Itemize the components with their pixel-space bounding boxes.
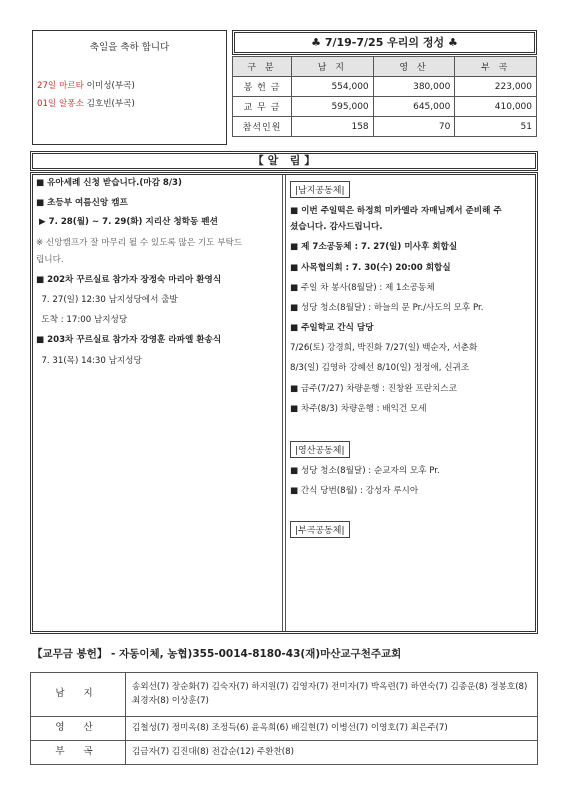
birthday-names: 김호빈(부곡) — [86, 99, 135, 109]
offering-row-label: 참석인원 — [233, 117, 292, 137]
offering-cell: 158 — [292, 117, 374, 137]
notice-item: ■ 차주(8/3) 차량운행 : 배익건 모세 — [290, 403, 427, 414]
offering-cell: 645,000 — [373, 97, 455, 117]
offering-header: 부 곡 — [455, 57, 537, 77]
offering-header: 영 산 — [373, 57, 455, 77]
notice-item: 8/3(일) 김영하 강혜선 8/10(일) 정정애, 신귀조 — [290, 363, 470, 374]
offering-table — [232, 56, 537, 137]
parish-fund-row-label: 영 산 — [31, 717, 126, 741]
notice-item: 셨습니다. 감사드립니다. — [290, 222, 383, 233]
offering-title-box — [232, 30, 537, 55]
notice-item: ■ 202차 꾸르실료 참가자 장정숙 마리아 환영식 — [36, 274, 222, 285]
notice-title-box — [30, 151, 538, 171]
offering-cell: 554,000 — [292, 77, 374, 97]
namji-community-header: |남지공동체| — [290, 181, 350, 198]
parish-fund-title: 【교무금 봉헌】 - 자동이체, 농협)355-0014-8180-43(재)마산교구천주교회 — [32, 648, 402, 660]
notice-item: 7. 31(목) 14:30 남지성당 — [36, 355, 142, 366]
notice-body — [30, 172, 538, 634]
offering-header: 구 분 — [233, 57, 292, 77]
birthday-box — [32, 30, 227, 145]
offering-header-row — [233, 57, 537, 77]
offering-cell: 380,000 — [373, 77, 455, 97]
notice-item: ※ 신앙캠프가 잘 마무리 될 수 있도록 많은 기도 부탁드 — [36, 237, 243, 248]
notice-item: 립니다. — [36, 254, 64, 265]
notice-item: ■ 유아세례 신청 받습니다.(마감 8/3) — [36, 178, 182, 188]
birthday-names: 이미성(부곡) — [86, 81, 135, 91]
notice-left-column — [36, 178, 280, 367]
birthday-date-saint: 01일 알퐁소 — [37, 99, 84, 109]
offering-row — [233, 77, 537, 97]
notice-item: ■ 성당 청소(8월달) : 순교자의 모후 Pr. — [290, 465, 440, 476]
birthday-date-saint: 27일 마르타 — [37, 81, 84, 91]
offering-cell: 595,000 — [292, 97, 374, 117]
offering-row-label: 교 무 금 — [233, 97, 292, 117]
offering-row — [233, 117, 537, 137]
parish-fund-row — [31, 717, 538, 741]
parish-fund-row — [31, 741, 538, 765]
notice-item: 도착 : 17:00 남지성당 — [36, 315, 128, 326]
parish-fund-row-label: 남 지 — [31, 673, 126, 717]
birthday-entry — [37, 99, 135, 110]
notice-item: ■ 203차 꾸르실료 참가자 강영훈 라파엘 환송식 — [36, 335, 222, 346]
notice-item: ■ 금주(7/27) 차량운행 : 진창완 프란치스코 — [290, 383, 457, 394]
notice-item: ■ 초등부 여름신앙 캠프 — [36, 198, 128, 209]
offering-box — [232, 30, 537, 145]
notice-item: 7. 27(일) 12:30 남지성당에서 출발 — [36, 295, 178, 306]
bugok-community-header: |부곡공동체| — [290, 521, 350, 538]
offering-title: ♣ 7/19-7/25 우리의 정성 ♣ — [311, 36, 458, 49]
offering-row-label: 봉 헌 금 — [233, 77, 292, 97]
offering-cell: 223,000 — [455, 77, 537, 97]
notice-item: ■ 사목협의회 : 7. 30(수) 20:00 회합실 — [290, 262, 451, 273]
offering-cell: 51 — [455, 117, 537, 137]
offering-header: 남 지 — [292, 57, 374, 77]
notice-right-column — [290, 178, 535, 538]
notice-item: ■ 주일학교 간식 담당 — [290, 323, 374, 334]
parish-fund-names: 김금자(7) 김진대(8) 전갑순(12) 주환찬(8) — [126, 741, 538, 765]
notice-divider — [282, 175, 286, 631]
birthday-entry — [37, 81, 135, 92]
parish-fund-table — [30, 672, 538, 765]
offering-cell: 410,000 — [455, 97, 537, 117]
parish-fund-names: 김철성(7) 정미옥(8) 조정득(6) 윤옥희(6) 배길현(7) 이병선(7) 이영호(7) 최은주(7) — [126, 717, 538, 741]
offering-row — [233, 97, 537, 117]
offering-cell: 70 — [373, 117, 455, 137]
notice-item: ■ 간식 당번(8월) : 강성자 루시아 — [290, 486, 419, 497]
notice-item: ■ 주일 차 봉사(8월달) : 제 1소공동체 — [290, 282, 435, 293]
parish-fund-row-label: 부 곡 — [31, 741, 126, 765]
yeongsan-community-header: |영산공동체| — [290, 441, 350, 458]
parish-fund-row — [31, 673, 538, 717]
notice-title: 【 알 림 】 — [252, 154, 316, 167]
birthday-title: 축일을 축하 합니다 — [89, 42, 170, 53]
notice-item: ■ 성당 청소(8월달) : 하늘의 문 Pr./사도의 모후 Pr. — [290, 302, 484, 313]
notice-item: ■ 제 7소공동체 : 7. 27(일) 미사후 회합실 — [290, 242, 458, 253]
notice-item: 7/26(토) 강경희, 박진화 7/27(일) 백순자, 서춘화 — [290, 343, 478, 354]
notice-item: ▶ 7. 28(월) ~ 7. 29(화) 지리산 청학동 펜션 — [36, 217, 218, 228]
parish-fund-names: 송외선(7) 장순화(7) 김숙자(7) 하지원(7) 김영자(7) 전미자(7) 박옥련(7) 하연숙(7) 김종운(8) 정봉호(8) 최경자(8) 이상훈(7) — [126, 673, 538, 717]
notice-item: ■ 이번 주일떡은 하정희 미카엘라 자매님께서 준비해 주 — [290, 206, 502, 216]
